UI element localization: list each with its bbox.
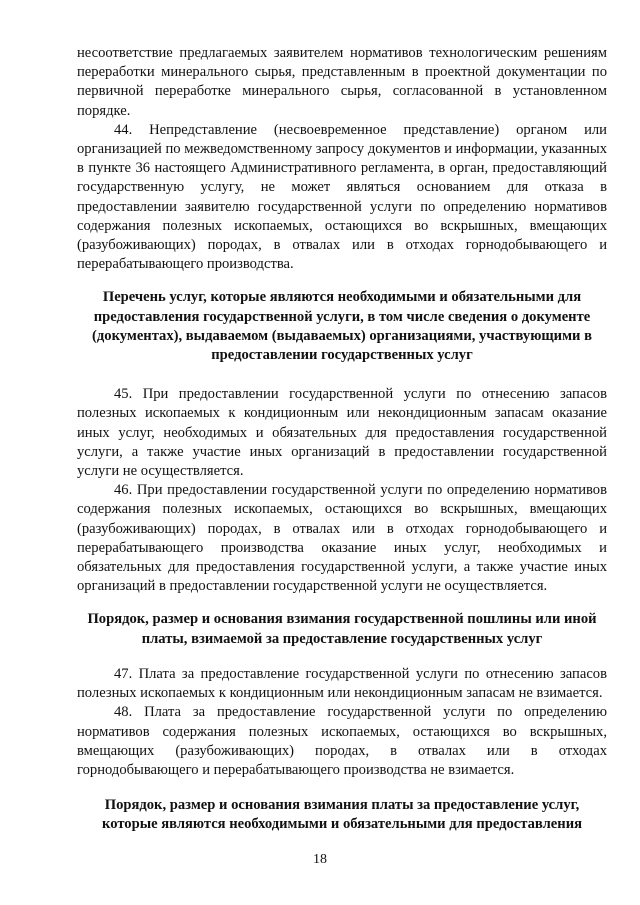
paragraph-47: 47. Плата за предоставление государственной услуги по отнесению запасов полезных ископаемых к кондиционным или некондиционным запасам не взимается. — [77, 665, 607, 702]
document-page — [77, 44, 607, 835]
intro-paragraph: несоответствие предлагаемых заявителем нормативов технологическим решениям переработки минерального сырья, представленным в проектной документации по первичной переработке минерального сырья, согласованной в установленном порядке. — [77, 45, 607, 119]
paragraph-44: 44. Непредставление (несвоевременное представление) органом или организацией по межведомственному запросу документов и информации, указанных в пункте 36 настоящего Административного регламента, в орган, предоставляющий государственную услугу, не может являться основанием для отказа в предоставлении заявителю государственной услуги по определению нормативов содержания полезных ископаемых, остающихся во вскрышных, вмещающих (разубоживающих) породах, в отвалах или в отходах горнодобывающего и перерабатывающего производства. — [77, 121, 607, 273]
section-heading-state-duty: Порядок, размер и основания взимания государственной пошлины или иной платы, взимаемой за предоставление государственных услуг — [87, 611, 597, 647]
paragraph-48: 48. Плата за предоставление государственной услуги по определению нормативов содержания полезных ископаемых, остающихся во вскрышных, вмещающих (разубоживающих) породах, в отвалах или в отходах горнодобывающего и перерабатывающего производства не взимается. — [77, 704, 607, 778]
paragraph-45: 45. При предоставлении государственной услуги по отнесению запасов полезных ископаемых к кондиционным или некондиционным запасам оказание иных услуг, необходимых и обязательных для предоставления государственной услуги, а также участие иных организаций в предоставлении государственной услуги не осуществляется. — [77, 386, 607, 480]
section-heading-services-list: Перечень услуг, которые являются необходимыми и обязательными для предоставления государственной услуги, в том числе сведения о документе (документах), выдаваемом (выдаваемых) организациями, участвующими в предоставлении государственных услуг — [92, 289, 592, 364]
section-heading-service-fees: Порядок, размер и основания взимания платы за предоставление услуг, которые являются необходимыми и обязательными для предоставления — [102, 797, 582, 833]
paragraph-46: 46. При предоставлении государственной услуги по определению нормативов содержания полезных ископаемых, остающихся во вскрышных, вмещающих (разубоживающих) породах, в отвалах или в отходах горнодобывающего и перерабатывающего производства оказание иных услуг, необходимых и обязательных для предоставления государственной услуги, а также участие иных организаций в предоставлении государственной услуги не осуществляется. — [77, 482, 607, 595]
page-number: 18 — [313, 852, 327, 867]
